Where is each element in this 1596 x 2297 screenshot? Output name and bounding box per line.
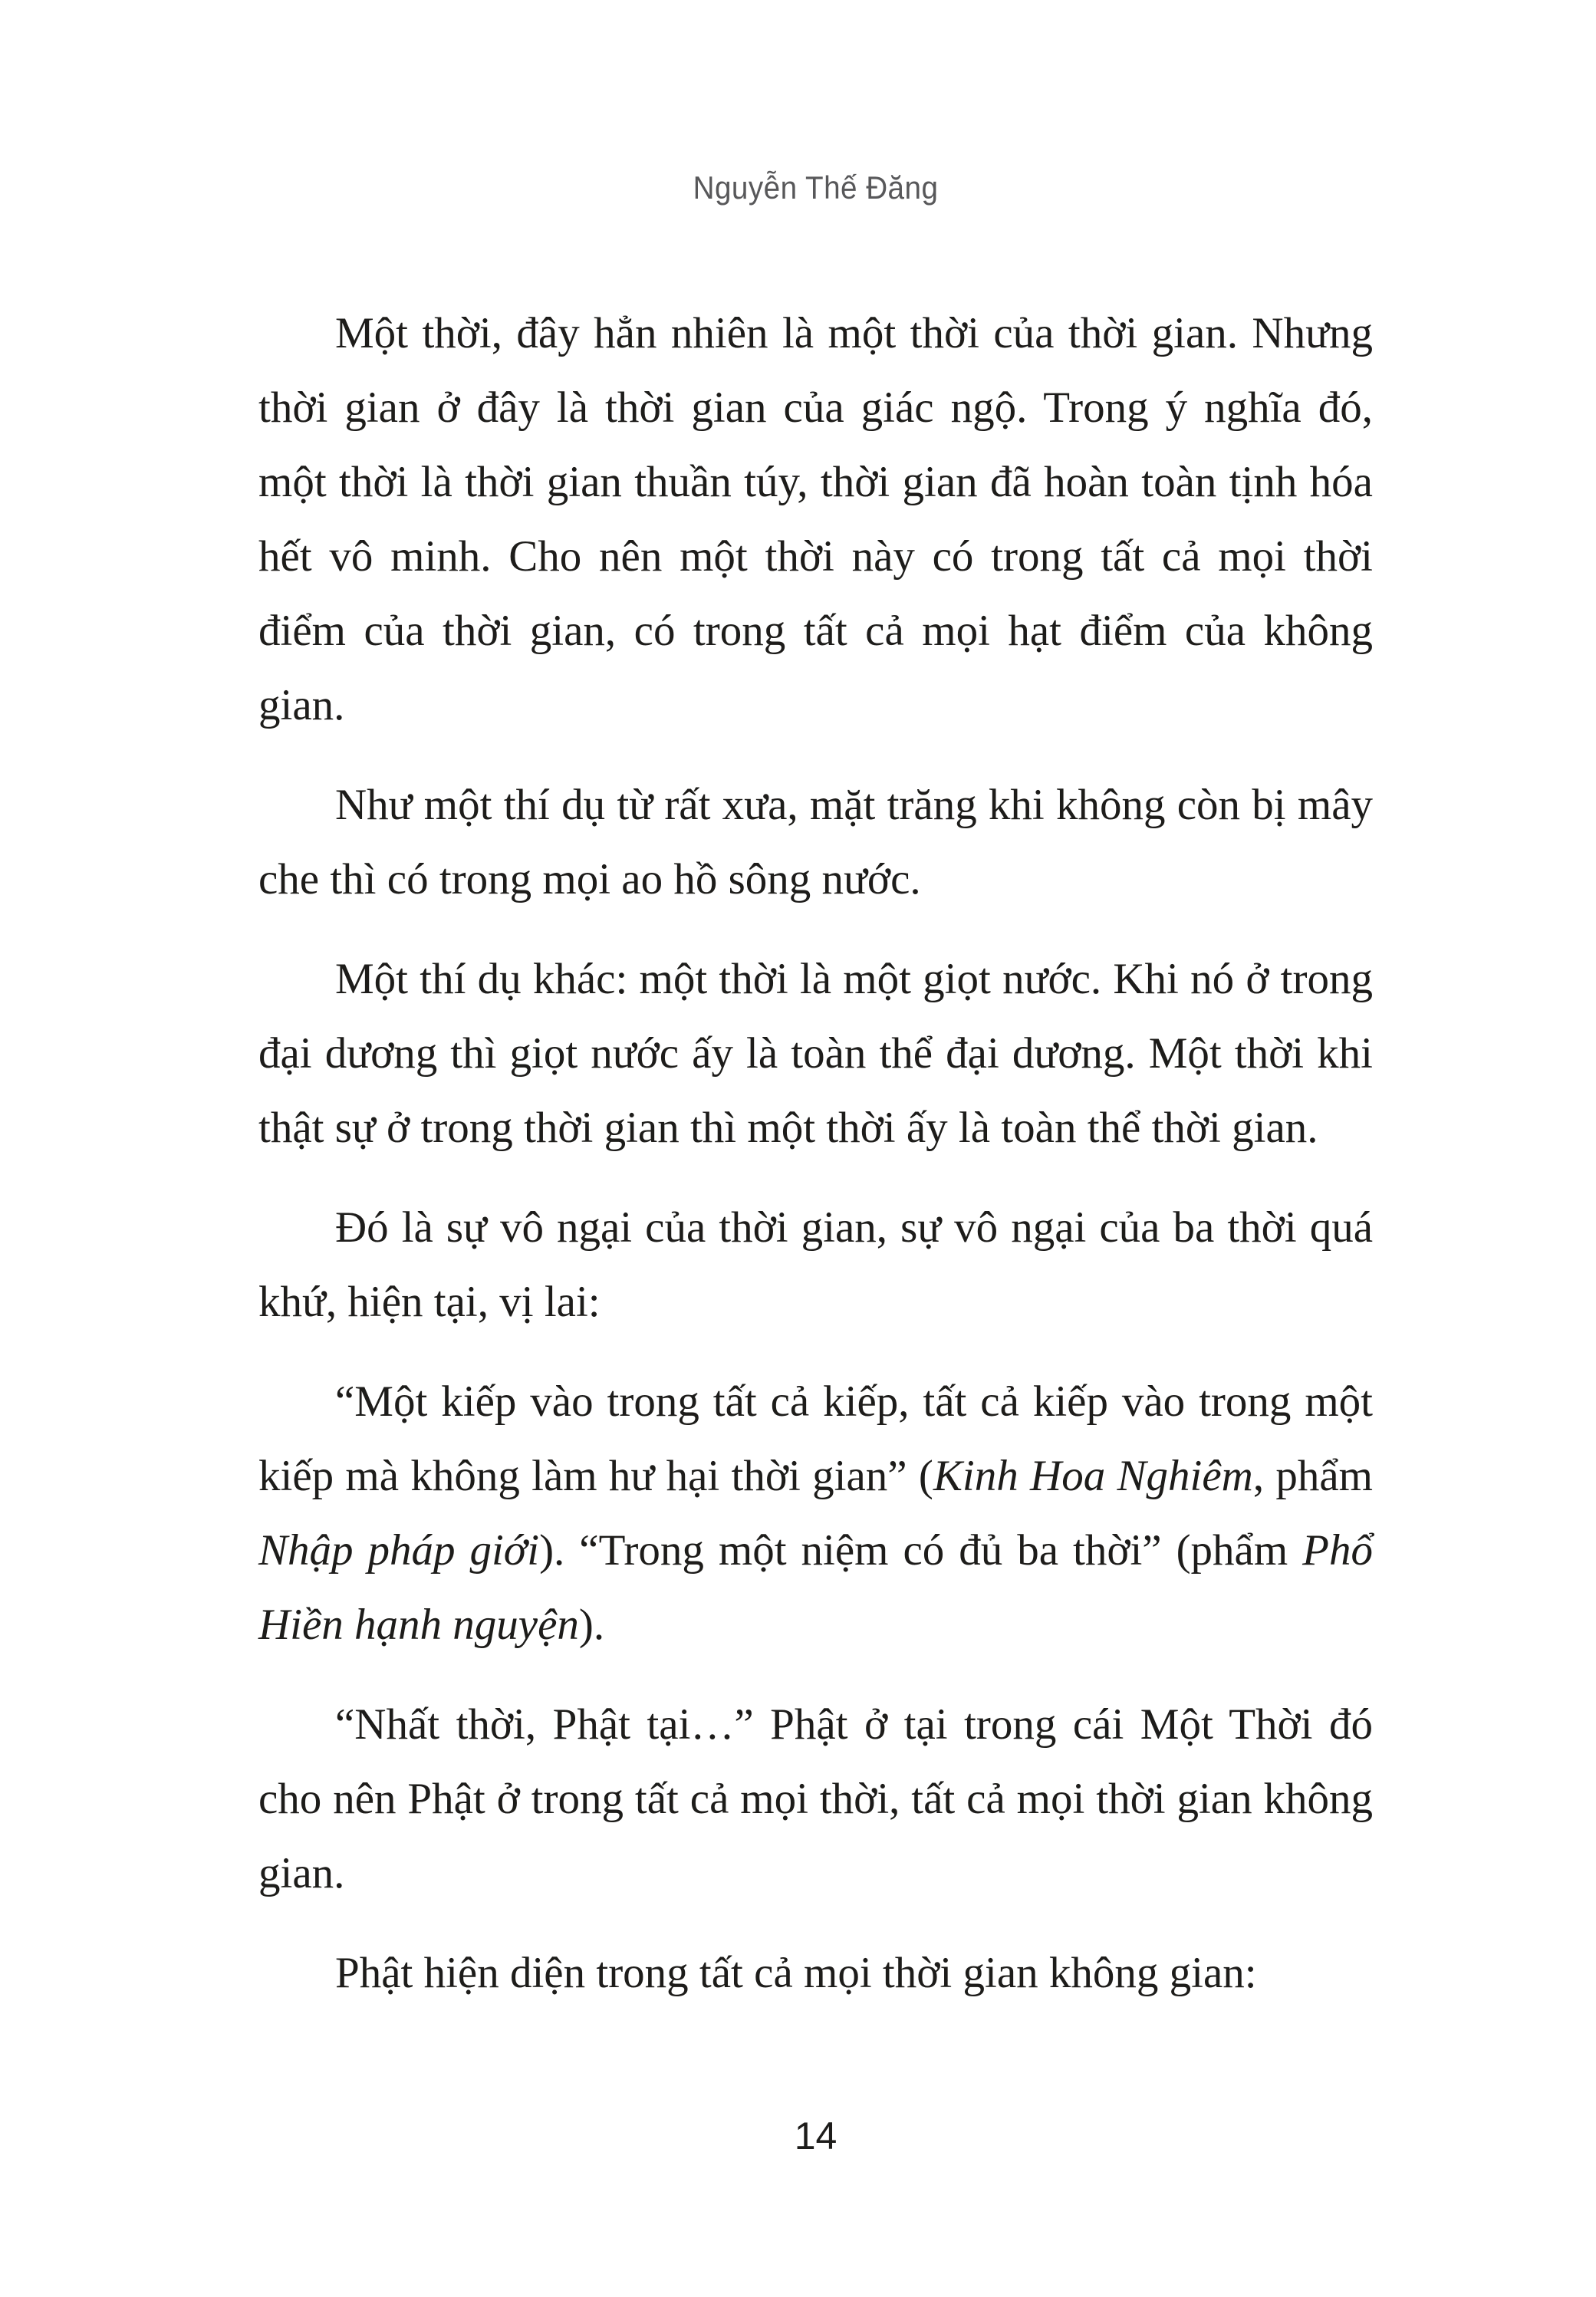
text-run: , phẩm — [1252, 1452, 1373, 1500]
text-run-italic: Phổ Hiền hạnh nguyện — [258, 1526, 1373, 1649]
paragraph — [258, 296, 1373, 742]
text-run: “Một kiếp vào trong tất cả kiếp, tất cả kiếp vào trong một kiếp mà không làm hư hại thời gian” ( — [258, 1377, 1373, 1500]
paragraph — [258, 942, 1373, 1165]
body-text — [258, 296, 1373, 2010]
text-run: Như một thí dụ từ rất xưa, mặt trăng khi không còn bị mây che thì có trong mọi ao hồ sông nước. — [258, 781, 1373, 903]
text-run: ). “Trong một niệm có đủ ba thời” (phẩm — [539, 1526, 1303, 1575]
running-head-author: Nguyễn Thế Đăng — [693, 169, 939, 206]
text-run: Một thí dụ khác: một thời là một giọt nước. Khi nó ở trong đại dương thì giọt nước ấy là toàn thể đại dương. Một thời khi thật sự ở trong thời gian thì một thời ấy là toàn thể thời gian. — [258, 955, 1373, 1152]
paragraph — [258, 1364, 1373, 1662]
paragraph — [258, 1936, 1373, 2010]
paragraph — [258, 768, 1373, 916]
text-run: Đó là sự vô ngại của thời gian, sự vô ngại của ba thời quá khứ, hiện tại, vị lai: — [258, 1203, 1373, 1326]
paragraph — [258, 1687, 1373, 1910]
text-run: ). — [578, 1601, 605, 1649]
paragraph — [258, 1190, 1373, 1339]
text-run-italic: Kinh Hoa Nghiêm — [933, 1452, 1253, 1500]
text-run-italic: Nhập pháp giới — [258, 1526, 540, 1575]
text-run: Phật hiện diện trong tất cả mọi thời gian không gian: — [335, 1949, 1257, 1997]
text-run: Một thời, đây hẳn nhiên là một thời của thời gian. Nhưng thời gian ở đây là thời gian của giác ngộ. Trong ý nghĩa đó, một thời là thời gian thuần túy, thời gian đã hoàn toàn tịnh hóa hết vô minh. Cho nên một thời này có trong tất cả mọi thời điểm của thời gian, có trong tất cả mọi hạt điểm của không gian. — [258, 309, 1373, 729]
text-run: “Nhất thời, Phật tại…” Phật ở tại trong cái Một Thời đó cho nên Phật ở trong tất cả mọi thời, tất cả mọi thời gian không gian. — [258, 1700, 1373, 1897]
page-number: 14 — [794, 2114, 837, 2157]
